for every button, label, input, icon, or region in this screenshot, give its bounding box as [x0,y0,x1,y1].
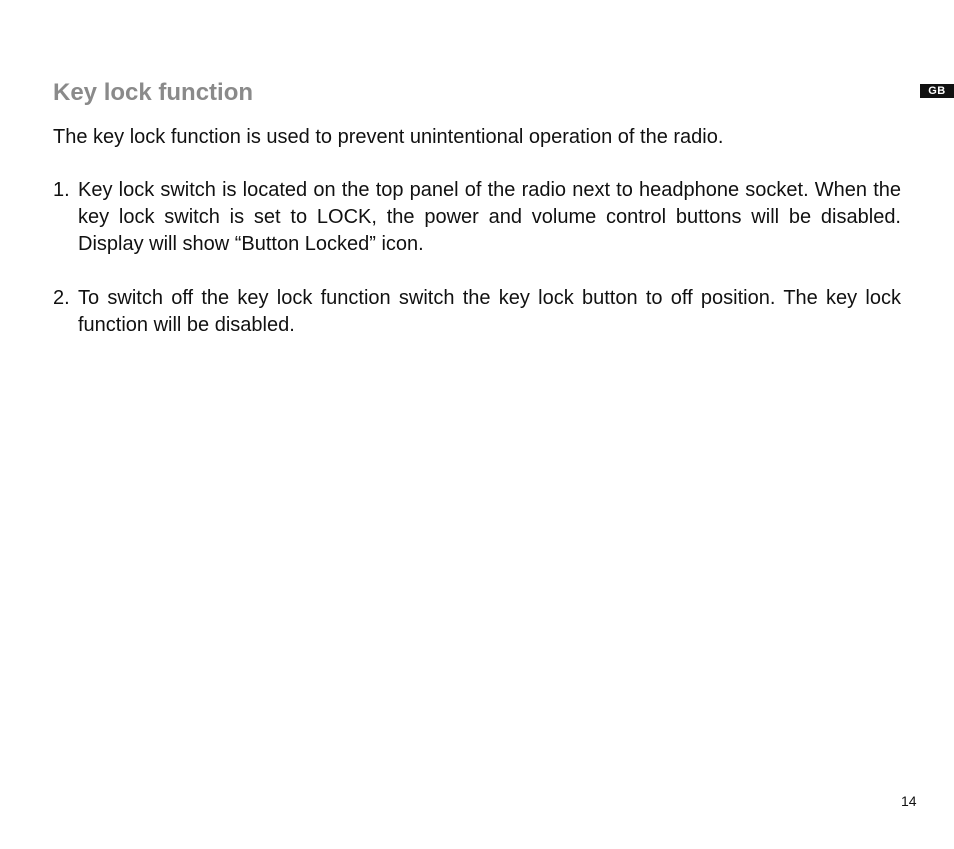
list-item-number: 2. [53,287,70,309]
section-heading: Key lock function [53,79,254,106]
list-item-number: 1. [53,179,70,201]
list-item-text: Key lock switch is located on the top panel of the radio next to headphone socket. When the key lock switch is set to LOCK, the power and volume control buttons will be disabled. Display will show “Button Locked” icon. [78,179,901,255]
list-item [53,285,901,339]
intro-paragraph: The key lock function is used to prevent unintentional operation of the radio. [53,126,724,148]
list-item-text: To switch off the key lock function switch the key lock button to off position. The key lock function will be disabled. [78,287,901,336]
language-badge: GB [920,84,954,98]
list-item [53,177,901,258]
page-number: 14 [901,793,917,809]
